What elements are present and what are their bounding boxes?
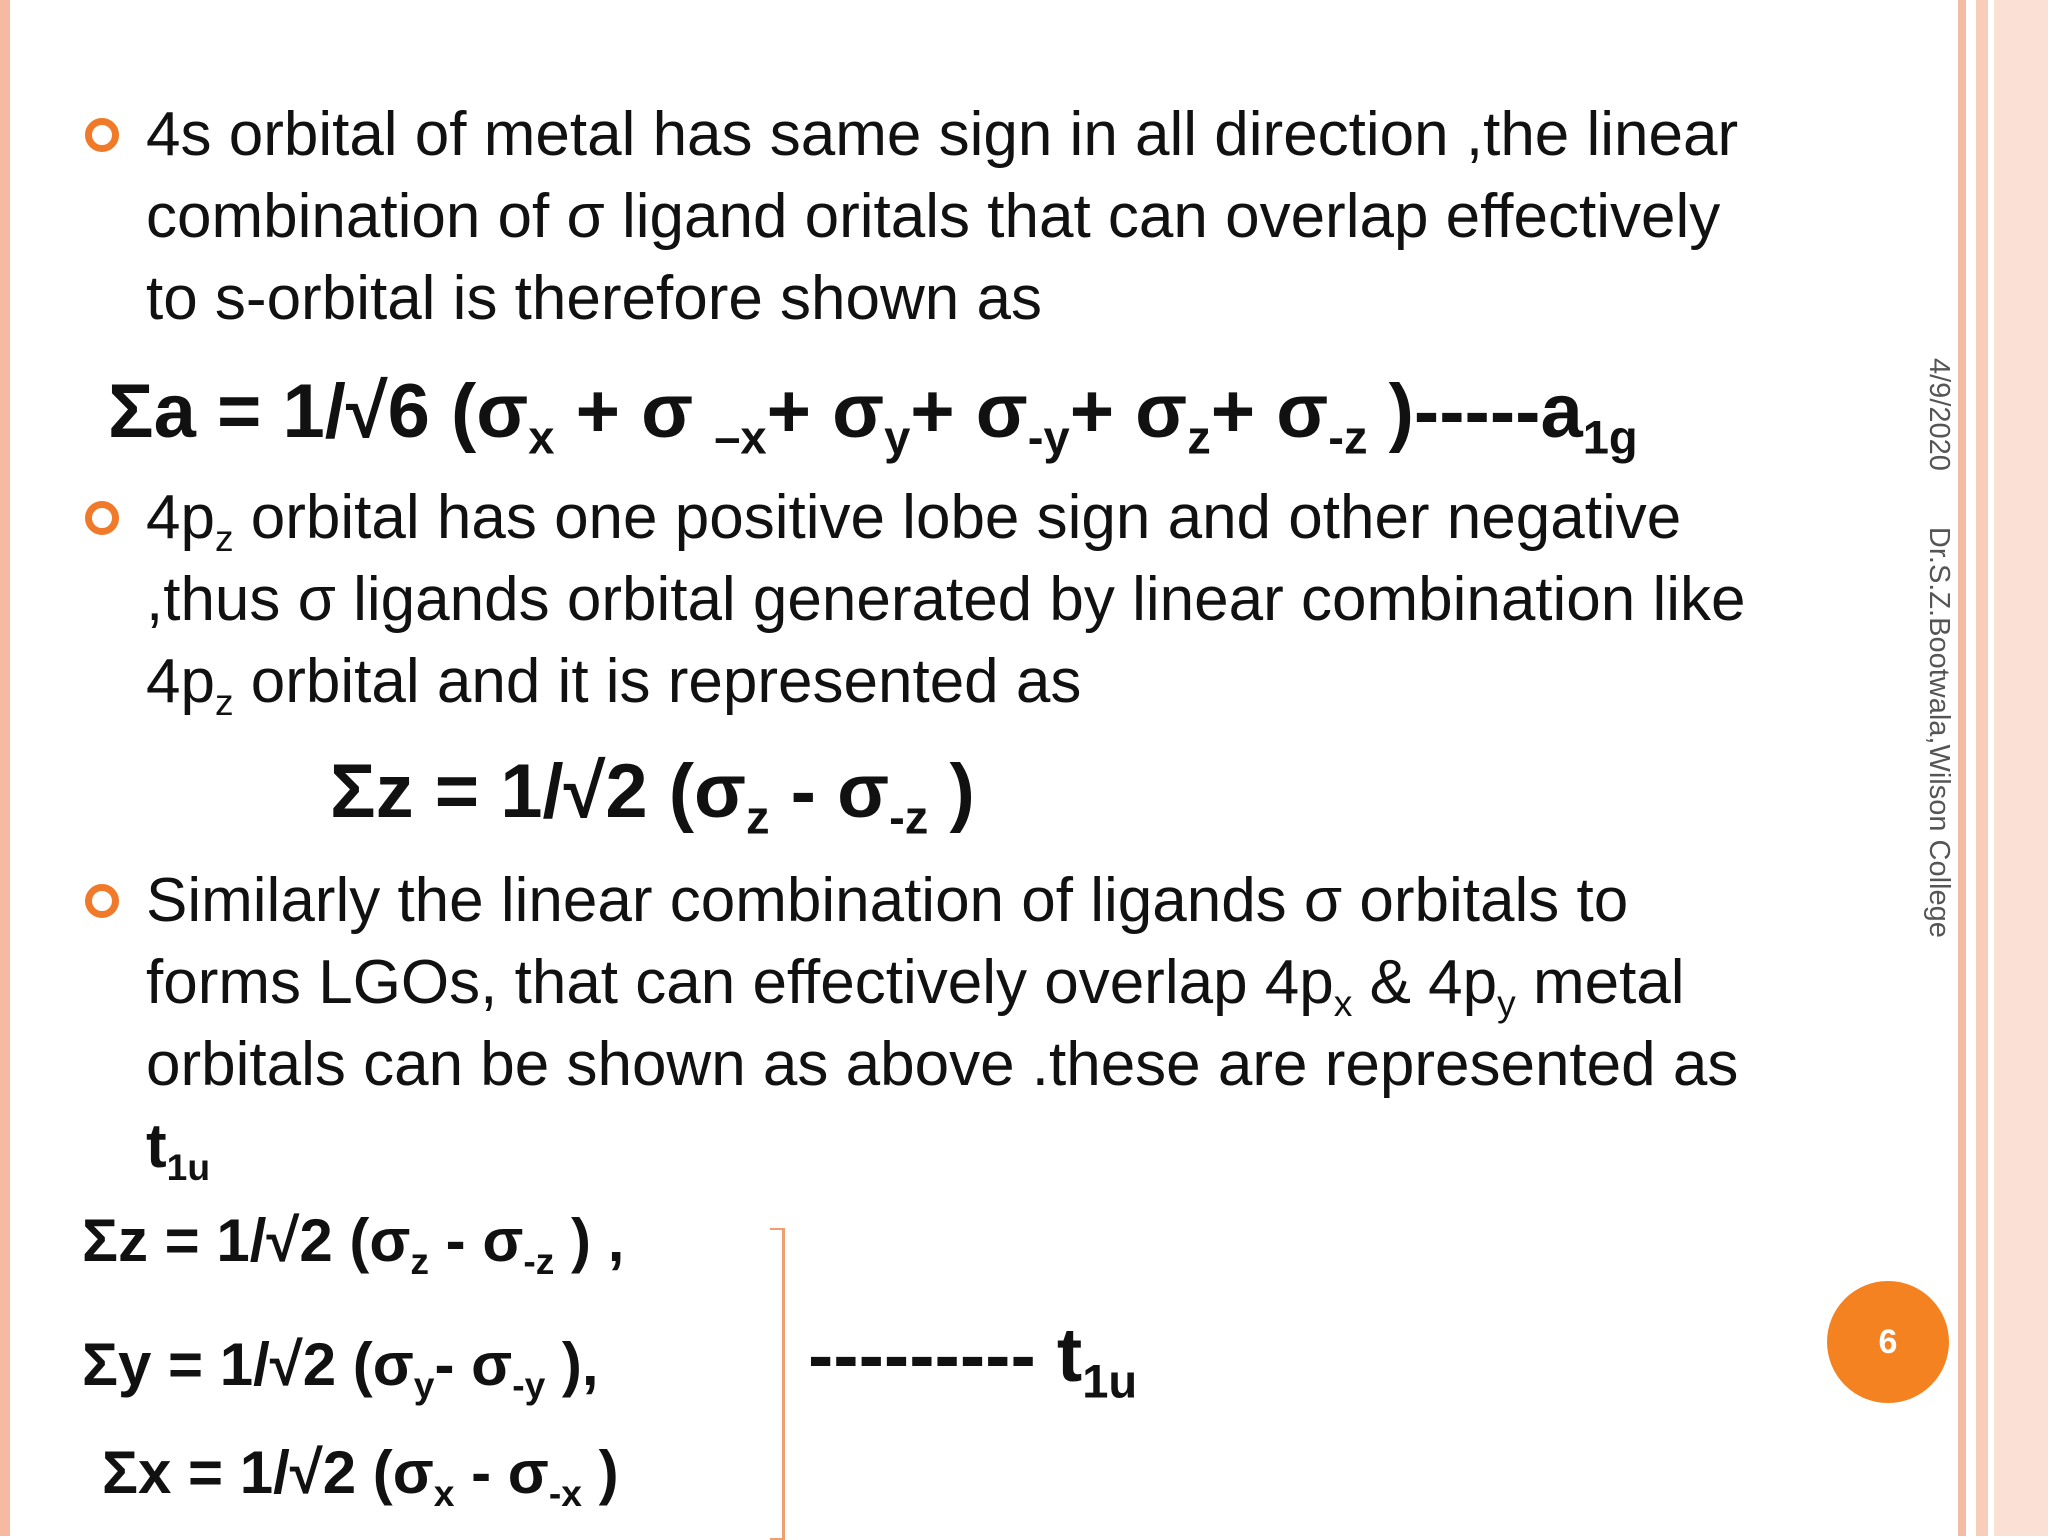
text-line: Similarly the linear combination of ligands σ orbitals to	[146, 866, 1629, 935]
bullet-paragraph-1	[146, 94, 1926, 340]
text-line: ,thus σ ligands orbital generated by linear combination like	[146, 565, 1746, 634]
equation-t1u-y: Σy = 1/√2 ($\sigma_y-$ $\sigma_{-y}$ ),	[82, 1331, 599, 1407]
equation-a1g: Σa = 1/√6 ($\sigma_x + \sigma$ $_{-x}+ \sigma_y+ \sigma_{-y}+ \sigma_z+ \sigma_{-z}$ )$-----a_{1g}$	[108, 369, 1638, 464]
bullet-paragraph-3	[146, 860, 1926, 1188]
text-line: $t_{1u}$	[146, 1112, 211, 1189]
page-number-badge: 6	[1827, 1281, 1949, 1403]
bullet-icon	[85, 118, 119, 152]
bullet-icon	[85, 884, 119, 918]
bullet-icon	[85, 501, 119, 535]
date-label: 4/9/2020	[1923, 358, 1955, 471]
text-line: orbitals can be shown as above .these are represented as	[146, 1030, 1739, 1099]
equation-t1u-x: Σx = 1/√2 ($\sigma_x - \sigma_{-x}$ )	[102, 1439, 619, 1515]
text-line: combination of σ ligand oritals that can overlap effectively	[146, 182, 1721, 251]
vertical-footer	[1922, 358, 1955, 938]
text-line: $4p_z$ orbital and it is represented as	[146, 647, 1082, 724]
bullet-paragraph-2	[146, 477, 1926, 723]
right-bracket	[770, 1228, 785, 1540]
equation-sigma-z: Σz = 1/√2 ($\sigma_z - \sigma_{-z}$ )	[330, 749, 975, 844]
text-line: forms LGOs, that can effectively overlap $4p_x$ & $4p_y$ metal	[146, 948, 1685, 1025]
text-line: to s-orbital is therefore shown as	[146, 264, 1042, 333]
right-border-band	[1994, 0, 2048, 1536]
right-border-stripe	[1976, 0, 1988, 1536]
left-border-stripe	[0, 0, 10, 1536]
text-line: $4p_z$ orbital has one positive lobe sign and other negative	[146, 483, 1682, 560]
text-line: 4s orbital of metal has same sign in all direction ,the linear	[146, 100, 1739, 169]
author-label: Dr.S.Z.Bootwala,Wilson College	[1923, 526, 1955, 938]
equation-t1u-z: Σz = 1/√2 ($\sigma_z - \sigma_{-z}$ ) ,	[82, 1207, 625, 1283]
right-border-stripe	[1958, 0, 1966, 1536]
t1u-label: --------- $t_{1u}$	[808, 1313, 1138, 1408]
